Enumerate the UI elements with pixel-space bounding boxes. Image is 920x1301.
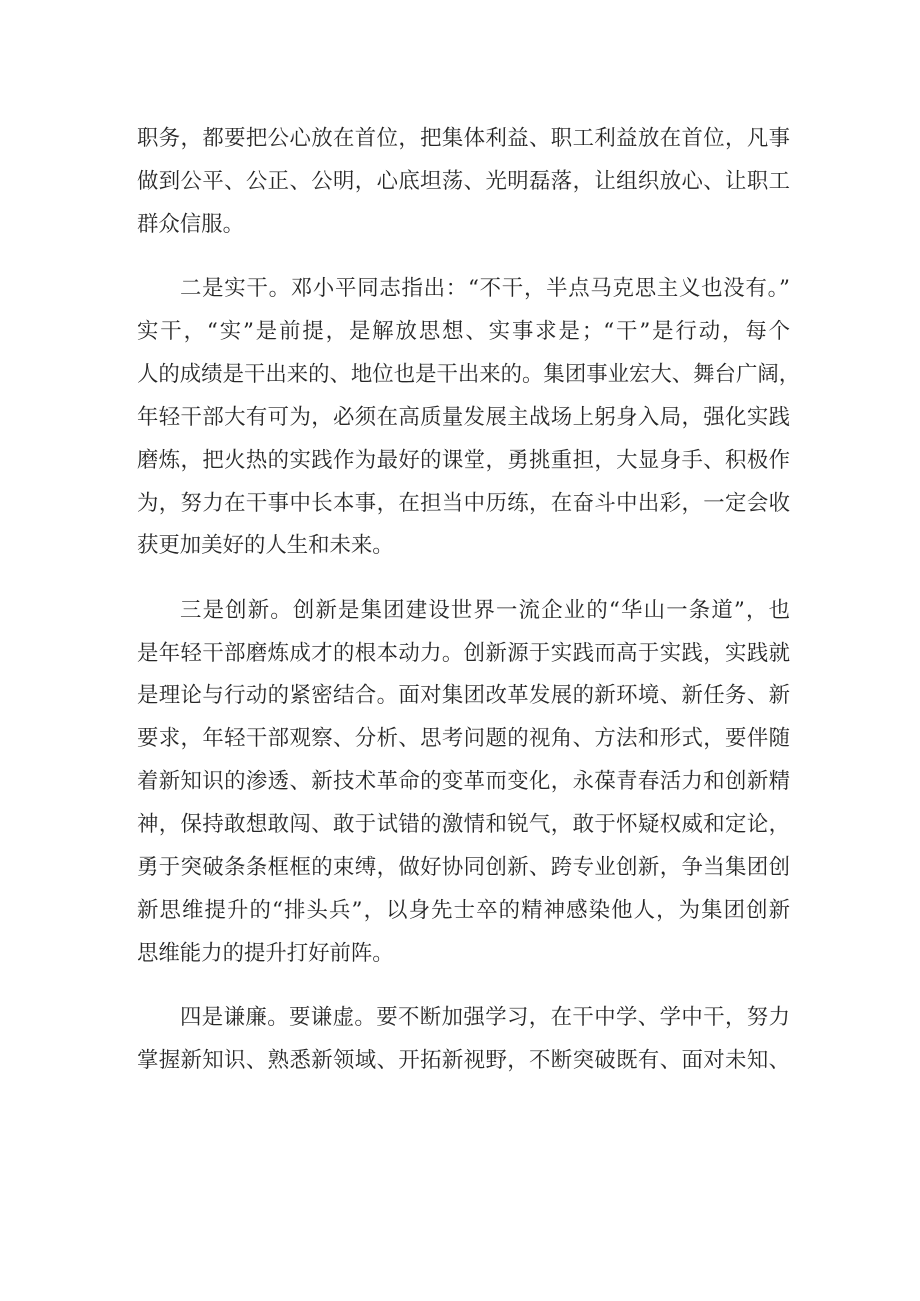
paragraph-humility-integrity [137,997,790,1083]
text-line: 职务，都要把公心放在首位，把集体利益、职工利益放在首位，凡事 [137,126,790,151]
text-line: 三是创新。创新是集团建设世界一流企业的“华山一条道”，也 [180,597,790,623]
text-line: 神，保持敢想敢闯、敢于试错的激情和锐气，敢于怀疑权威和定论， [137,812,790,838]
text-line: 获更加美好的人生和未来。 [137,533,394,559]
text-line: 二是实干。邓小平同志指出：“不干，半点马克思主义也没有。” [180,276,790,302]
paragraph-gap [137,247,790,268]
paragraph-duty-continuation [137,118,790,247]
text-line: 实干，“实”是前提，是解放思想、实事求是；“干”是行动，每个 [137,318,790,344]
text-line: 做到公平、公正、公明，心底坦荡、光明磊落，让组织放心、让职工 [137,168,790,194]
text-line: 着新知识的渗透、新技术革命的变革而变化，永葆青春活力和创新精 [137,769,790,795]
text-line: 是理论与行动的紧密结合。面对集团改革发展的新环境、新任务、新 [137,683,790,709]
text-line: 勇于突破条条框框的束缚，做好协同创新、跨专业创新，争当集团创 [137,855,790,881]
text-line: 要求，年轻干部观察、分析、思考问题的视角、方法和形式，要伴随 [137,726,790,752]
text-line: 思维能力的提升打好前阵。 [137,940,394,966]
text-line: 为，努力在干事中长本事，在担当中历练，在奋斗中出彩，一定会收 [137,490,790,516]
document-body [137,118,801,1083]
text-line: 新思维提升的“排头兵”，以身先士卒的精神感染他人，为集团创新 [137,897,790,923]
paragraph-gap [137,976,790,997]
text-line: 四是谦廉。要谦虚。要不断加强学习，在干中学、学中干，努力 [180,1005,790,1031]
text-line: 人的成绩是干出来的、地位也是干出来的。集团事业宏大、舞台广阔， [137,361,801,387]
text-line: 群众信服。 [137,211,244,237]
text-line: 磨炼，把火热的实践作为最好的课堂，勇挑重担，大显身手、积极作 [137,447,790,473]
paragraph-innovation [137,590,790,976]
text-line: 年轻干部大有可为，必须在高质量发展主战场上躬身入局，强化实践 [137,404,790,430]
paragraph-practical-work [137,268,801,568]
paragraph-gap [137,568,790,589]
text-line: 是年轻干部磨炼成才的根本动力。创新源于实践而高于实践，实践就 [137,640,790,666]
text-line: 掌握新知识、熟悉新领域、开拓新视野，不断突破既有、面对未知、 [137,1047,790,1073]
